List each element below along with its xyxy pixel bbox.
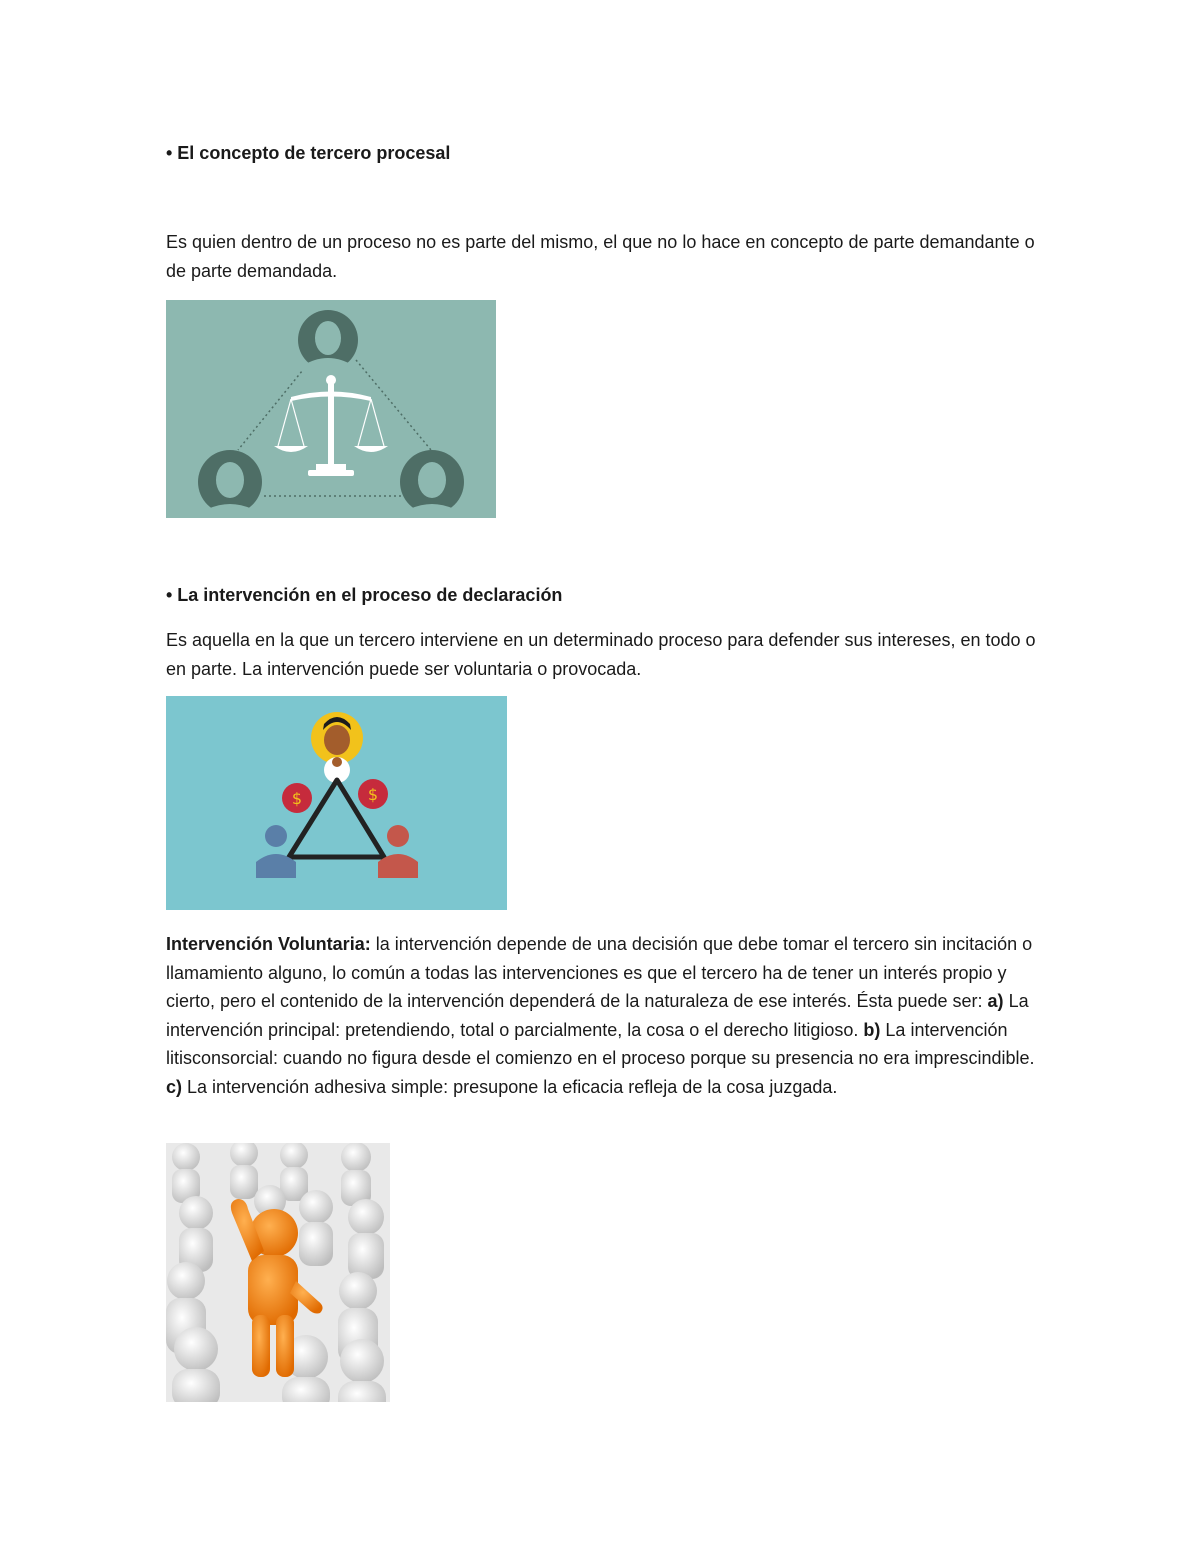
intervention-triangle-image	[166, 696, 507, 910]
paragraph-intervencion-declaracion: Es aquella en la que un tercero interviene en un determinado proceso para defender sus intereses, en todo o en parte. La intervención puede ser voluntaria o provocada.	[166, 630, 1036, 679]
crowd-orange-figure-image	[166, 1143, 390, 1402]
coin-left-icon	[282, 783, 312, 813]
svg-text:$: $	[367, 785, 379, 804]
heading-tercero-procesal: • El concepto de tercero procesal	[166, 143, 451, 163]
term-intervencion-voluntaria: Intervención Voluntaria:	[166, 934, 371, 954]
paragraph-tercero-procesal: Es quien dentro de un proceso no es parte del mismo, el que no lo hace en concepto de parte demandante o de parte demandada.	[166, 232, 1035, 281]
coin-right-icon	[358, 779, 388, 809]
heading-intervencion-declaracion: • La intervención en el proceso de declaración	[166, 585, 563, 605]
svg-text:$: $	[291, 789, 303, 808]
paragraph-intervencion-voluntaria: Intervención Voluntaria: la intervención depende de una decisión que debe tomar el tercero sin incitación o llamamiento alguno, lo común a todas las intervenciones es que el tercero ha de tener un interés propio y cierto, pero el contenido de la intervención dependerá de la naturaleza de ese interés. Ésta puede ser: a) La intervención principal: pretendiendo, total o parcialmente, la cosa o el derecho litigioso. b) La intervención litisconsorcial: cuando no figura desde el comienzo en el proceso porque su presencia no era imprescindible. c) La intervención adhesiva simple: presupone la eficacia refleja de la cosa juzgada.	[166, 934, 1035, 1097]
justice-scale-image	[166, 300, 496, 518]
